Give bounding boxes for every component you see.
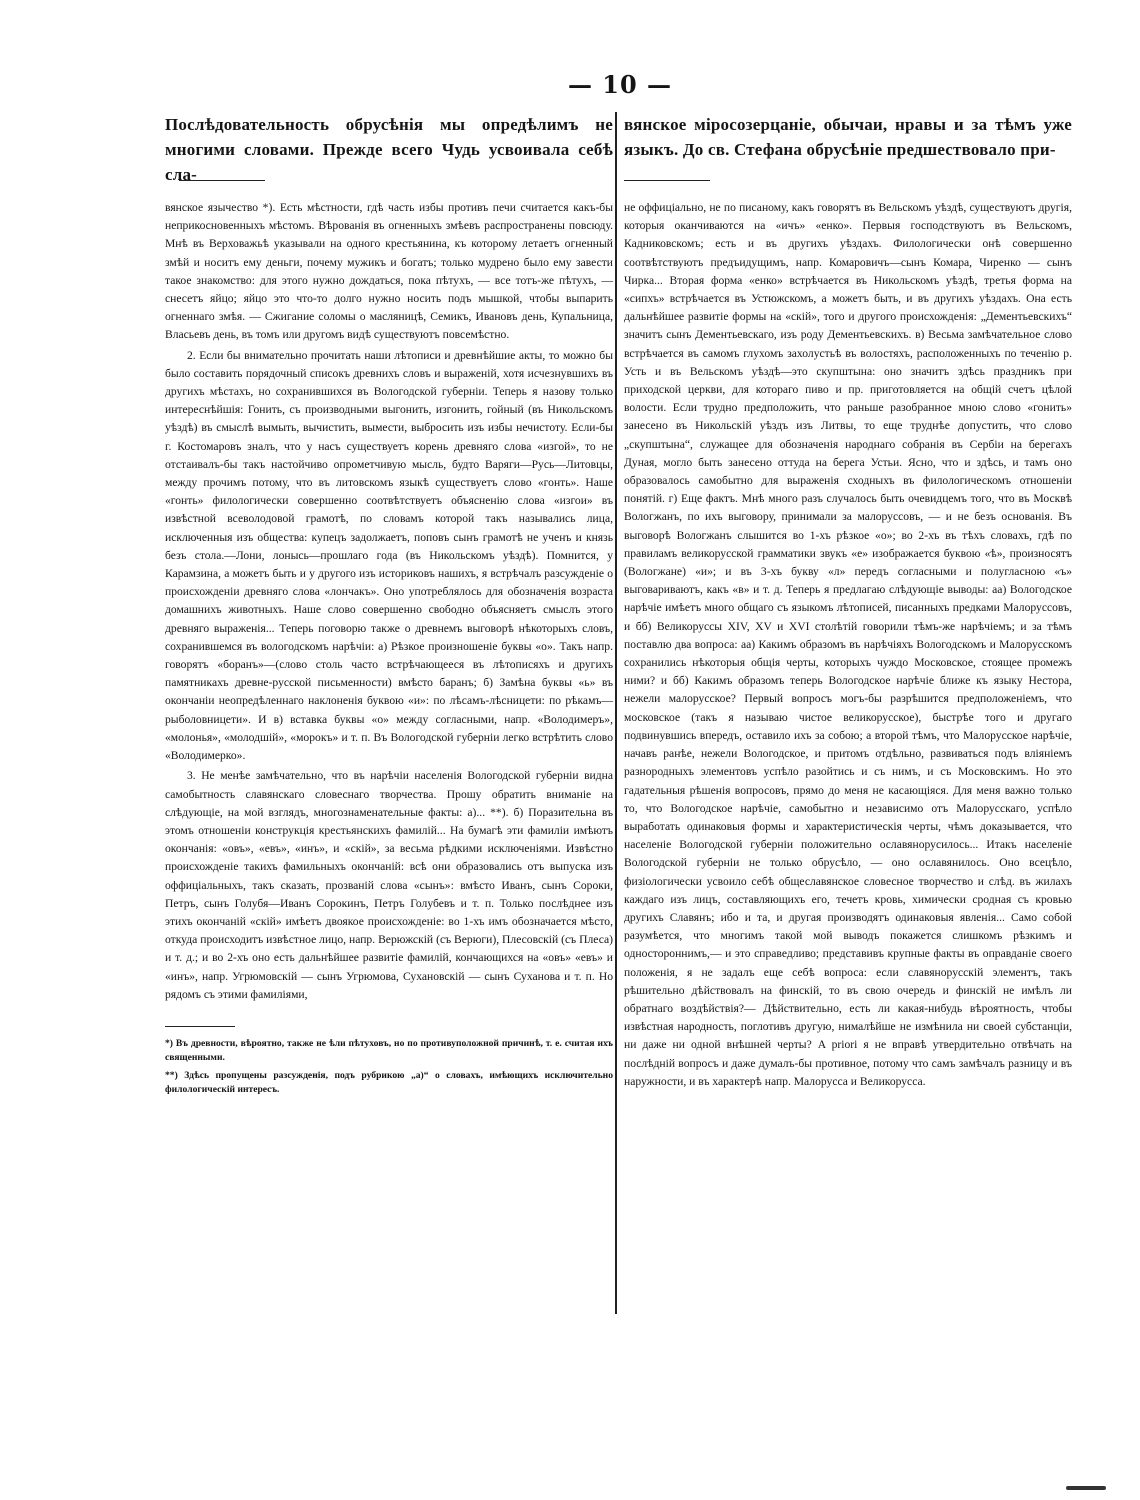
scan-artifact-mark [1066, 1486, 1106, 1490]
footnote-rule [165, 1026, 235, 1027]
left-paragraph-3: 3. Не менѣе замѣчательно, что въ нарѣчіи населенія Вологодской губерніи видна самобытность славянскаго словеснаго творчества. Прошу обратить вниманіе на слѣдующіе, на мой взглядъ, многознаменательные факты: а)... **). б) Поразительна въ этомъ отношеніи конструкція крестьянскихъ фамилій... На бумагѣ эти фамиліи имѣютъ окончанія: «овъ», «евъ», «инъ», и «скій», за весьма рѣдкими исключеніями. Извѣстно происхожденіе такихъ фамильныхъ окончаній: всѣ они образовались отъ выпуска изъ оффиціальныхъ, такъ сказать, прозваній слова «сынъ»: вмѣсто Иванъ, сынъ Сороки, Петръ, сынъ Голубя—Иванъ Сорокинъ, Петръ Голубевъ и т. п. Только послѣднее изъ этихъ окончаній «скій» имѣетъ двоякое происхожденіе: во 1-хъ имъ обозначается мѣсто, откуда происходитъ извѣстное лицо, напр. Верюжскій (съ Верюги), Плесовскій (съ Плеса) и т. д.; и во 2-хъ оно есть дальнѣйшее развитіе фамилій, кончающихся на «овъ» «евъ» и «инъ», напр. Угрюмовскій — сынъ Угрюмова, Сухановскій — сынъ Суханова и т. п. Но рядомъ съ этими фамиліями, [165, 769, 613, 1001]
right-section-rule [624, 180, 710, 181]
column-divider [615, 112, 617, 1314]
right-paragraph-1: не оффиціально, не по писаному, какъ говорятъ въ Вельскомъ уѣздѣ, существуютъ другія, которыя оканчиваются на «ичъ» «енко». Первыя господствуютъ въ Вельскомъ, Кадниковскомъ; есть и въ другихъ уѣздахъ. Филологически онѣ совершенно соотвѣтствуютъ предъидущимъ, напр. Комаровичъ—сынъ Комара, Чиренко — сынъ Чирка... Вторая форма «енко» встрѣчается въ Никольскомъ уѣздѣ, третья форма на «сипхъ» встрѣчается въ Устюжскомъ, а можетъ быть, и въ другихъ уѣздахъ. Она есть дальнѣйшее развитіе формы на «скій», того и другого происхожденія: „Дементьевскихъ“ значитъ сынъ Дементьевскаго, изъ роду Дементьевскихъ. в) Весьма замѣчательное слово встрѣчается въ самомъ глухомъ захолустьѣ въ волостяхъ, расположенныхъ по теченію р. Усть и въ Вельскомъ уѣздѣ—это скупштына: оно значитъ здѣсь праздникъ при приходской церкви, для котораго пиво и пр. приготовляется на общій счетъ цѣлой волости. Если трудно предположить, что раньше разобранное мною слово «гонить» занесено въ Никольскій уѣздъ изъ Литвы, то еще труднѣе допустить, что слово „скупштына“, служащее для обозначенія народнаго собранія въ Сербіи на берегахъ Дуная, могло быть занесено оттуда на берега Устьи. Ясно, что и здѣсь, и тамъ оно образовалось самобытно для выраженія сходныхъ въ филологическомъ отношеніи понятій. г) Еще фактъ. Мнѣ много разъ случалось быть очевидцемъ того, что въ Москвѣ Вологжанъ, по ихъ выговору, принимали за малоруссовъ, — и не безъ основанія. Въ выговорѣ Вологжанъ слышится во 1-хъ рѣзкое «о»; во 2-хъ въ тѣхъ словахъ, гдѣ по правиламъ великорусской грамматики звукъ «е» изображается буквою «ѣ», произносятъ (Вологжане) «и»; и въ 3-хъ букву «л» передъ согласными и полугласною «ъ» выговариваютъ, какъ «в» и т. д. Теперь я предлагаю слѣдующіе выводы: аа) Вологодское нарѣчіе имѣетъ много общаго съ языкомъ лѣтописей, писанныхъ предками Малоруссовъ, и бб) Великоруссы XIV, XV и XVI столѣтій говорили тѣмъ-же нарѣчіемъ; и за тѣмъ поставлю два вопроса: аа) Какимъ образомъ въ нарѣчіяхъ Вологодскомъ и Малорусскомъ сохранились нѣкоторыя общія черты, которыхъ чуждо Московское, стоящее промежъ ними? и бб) Какимъ образомъ теперь Вологодское нарѣчіе ближе къ языку Нестора, нежели малорусское? Первый вопросъ могъ-бы разрѣшится предположеніемъ, что московское (такъ я называю чистое великорусское), быстрѣе того и другаго подвинувшись впередъ, оставило ихъ за собою; а второй тѣмъ, что Малорусское нарѣчіе, начавъ ранѣе, нежели Вологодское, и притомъ отдѣльно, развиваться подъ вліяніемъ разнородныхъ элементовъ успѣло разойтись и съ нимъ, и съ Московскимъ. Но это гадательныя рѣшенія вопросовъ, прямо до меня не касающіяся. Для меня важно только то, что Вологодское нарѣчіе, самобытно и независимо отъ Малорусскаго, успѣло выработать одинаковыя формы и характеристическія черты, чѣмъ доказывается, что населеніе Вологодской губерніи положительно ославянорусилось... Итакъ населеніе Вологодской губерніи не только обрусѣло, — оно ославянилось. Оно всецѣло, физіологически усвоило себѣ общеславянское словесное творчество и слѣд. въ жилахъ каждаго изъ лицъ, составляющихъ его, течетъ кровь, химически сродная съ кровью другихъ Славянъ; ибо и та, и другая производятъ одинаковыя явленія... Само собой разумѣется, что многимъ такой мой выводъ покажется слишкомъ рѣзкимъ и одностороннимъ,— и это справедливо; представивъ крупные факты въ оправданіе своего положенія, я не задалъ еще себѣ вопроса: если славянорусскій элементъ, такъ рѣшительно дѣйствовалъ на финскій, то въ свою очередь и финскій не имѣлъ ли обратнаго воздѣйствія?— Дѣйствительно, есть ли какая-нибудь вѣроятность, чтобы извѣстная народность, поглотивъ другую, нималѣйше не измѣнила ни своей субстанціи, ни даже ни одной внѣшней черты? A priori я не вправѣ утвердительно отвѣчать на послѣдній вопросъ и даже думалъ-бы противное, потому что самъ замѣчалъ разницу и въ наружности, и въ характерѣ напр. Малорусса и Великорусса. [624, 201, 1072, 1088]
right-body [624, 199, 1072, 1091]
footnote-2: **) Здѣсь пропущены разсужденія, подъ рубрикою „а)“ о словахъ, имѣющихъ исключительно филологическій интересъ. [165, 1069, 613, 1095]
left-column [165, 112, 613, 1101]
footnotes [165, 1037, 613, 1097]
footnote-1: *) Въ древности, вѣроятно, также не ѣли пѣтуховъ, но по противуположной причинѣ, т. е. считая ихъ священными. [165, 1037, 613, 1063]
left-headline: Послѣдовательность обрусѣнія мы опредѣлимъ не многими словами. Прежде всего Чудь усвоивала себѣ сла- [165, 115, 613, 184]
page-number: — 10 — [567, 70, 673, 99]
left-paragraph-1: вянское язычество *). Есть мѣстности, гдѣ часть избы противъ печи считается какъ-бы неприкосновенныхъ мѣстомъ. Вѣрованія въ огненныхъ змѣевъ распространены повсюду. Мнѣ въ Верховажьѣ указывали на одного крестьянина, къ которому летаетъ огненный змѣй и носитъ ему деньги, почему мужикъ и богатъ; только мудрено было ему завести такое знакомство: для этого нужно дождаться, пока пѣтухъ, — все тотъ-же пѣтухъ, — снесетъ яйцо; яйцо это что-то долго нужно носить подъ мышкой, чтобы выпарить огненнаго змѣя. — Сжигание соломы о масляницѣ, Семикъ, Ивановъ день, Купальница, Власьевъ день, въ томъ или другомъ видѣ существуютъ повсемѣстно. [165, 201, 613, 342]
left-paragraph-2: 2. Если бы внимательно прочитать наши лѣтописи и древнѣйшие акты, то можно бы было составить порядочный списокъ древнихъ словъ и выраженій, хотя исчезнувшихъ въ другихъ мѣстахъ, но сохранившихся въ Вологодской губерніи. Теперь я назову только интереснѣйшія: Гонить, съ производными выгонить, изгонить, гойный (въ Никольскомъ уѣздѣ) въ смыслѣ вымыть, вычистить, вымести, выбросить изъ избы нечистоту. Если-бы г. Костомаровъ зналъ, что у насъ существуетъ корень древняго слова «изгой», то не отстаивалъ-бы такъ настойчиво опрометчивую мысль, будто Варяги—Русь—Литовцы, между прочимъ потому, что въ литовскомъ языкѣ существуетъ слово «гонть». Наше «гонть» филологически совершенно соотвѣтствуетъ объясненію слова «изгои» въ извѣстной всеволодовой грамотѣ, по словамъ которой такъ назывались лица, исключенныя изъ общества: купецъ задолжаетъ, поповъ сынъ грамотѣ не ученъ и князь безъ стола.—Лони, лонысь—прошлаго года (въ Никольскомъ уѣздѣ). Помнится, у Карамзина, а можетъ быть и у другого изъ историковъ нашихъ, я встрѣчалъ разсужденіе о происхожденіи древняго слова «лончакъ». Оно употреблялось для обозначенія возраста домашнихъ животныхъ. Наше слово совершенно свободно объясняетъ смыслъ этого древняго выраженія... Теперь поговорю также о древнемъ выговорѣ нѣкоторыхъ словъ, сохранившемся въ вологодскомъ нарѣчіи: а) Рѣзкое произношеніе буквы «о». Такъ напр. говорятъ «боранъ»—(слово столь часто встрѣчающееся въ лѣтописяхъ и другихъ памятникахъ древне-русской письменности) вмѣсто баранъ; б) Замѣна буквы «ь» въ окончаніи неопредѣленнаго наклоненія буквою «и»: по лѣсамъ-лѣсницети: по рѣкамъ—рыболовницети». И в) вставка буквы «о» между согласными, напр. «Володимеръ», «молонья», «молодшій», «морокъ» и т. п. Въ Вологодской губерніи легко встрѣтить слово «Володимерко». [165, 348, 613, 763]
left-body [165, 199, 613, 1004]
right-headline: вянское міросозерцаніе, обычаи, нравы и за тѣмъ уже языкъ. До св. Стефана обрусѣніе предшествовало при- [624, 115, 1072, 159]
right-column [624, 112, 1072, 1091]
